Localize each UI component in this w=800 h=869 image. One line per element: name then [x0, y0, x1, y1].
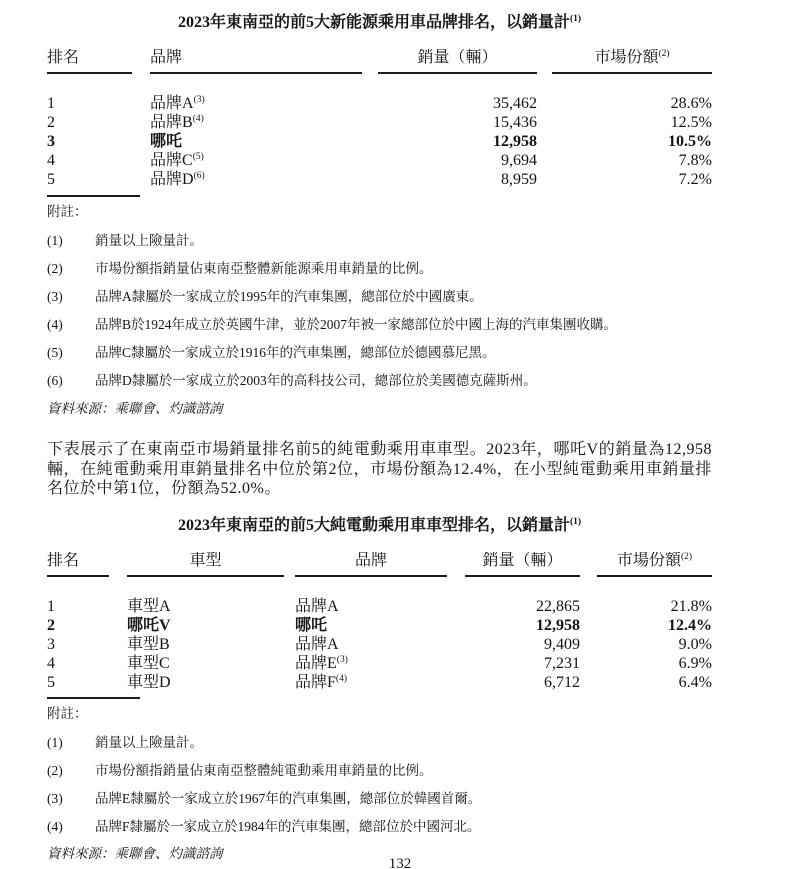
- table1-title-footnote-ref: (1): [569, 14, 582, 24]
- table2-header-brand: 品牌: [295, 552, 447, 576]
- brand-cell: 品牌$F^{(4)}$: [295, 673, 347, 691]
- table-row: [47, 170, 712, 189]
- table1-header-brand: 品牌: [150, 49, 362, 73]
- sales-cell: 12,958: [493, 133, 537, 150]
- share-cell: 12.5%: [670, 114, 712, 131]
- rank-cell: 1: [47, 597, 55, 615]
- table2-title-footnote-ref: (1): [569, 516, 582, 527]
- table1-header-share: [552, 49, 712, 73]
- body-paragraph: 下表展示了在東南亞市場銷量排名前5的純電動乘用車車型。2023年，哪吒V的銷量為12,958輛，在純電動乘用車銷量排名中位於第2位，市場份額為12.4%，在小型純電動乘用車銷量排名位於中第1位，份額為52.0%。: [47, 441, 712, 497]
- rank-cell: 1: [47, 95, 55, 112]
- rank-cell: 5: [47, 171, 55, 188]
- footnote-divider: [47, 697, 140, 699]
- share-cell: 7.8%: [678, 152, 712, 169]
- model-cell: 哪吒V: [127, 616, 171, 634]
- footnote-text: 品牌F隸屬於一家成立於1984年的汽車集團，總部位於中國河北。: [95, 818, 481, 834]
- table2-header-sales: 銷量（輛）: [465, 552, 580, 576]
- table2-title-text: 2023年東南亞的前5大純電動乘用車車型排名，以銷量計: [177, 516, 570, 534]
- share-cell: 12.4%: [668, 616, 712, 634]
- table1-title-text: 2023年東南亞的前5大新能源乘用車品牌排名，以銷量計: [177, 14, 570, 31]
- bev-model-ranking-table: [47, 552, 712, 692]
- footnote-text: 銷量以上險量計。: [95, 233, 203, 248]
- rank-cell: 4: [47, 654, 55, 672]
- footnote-number: (3): [47, 289, 63, 304]
- sales-cell: 35,462: [493, 95, 537, 112]
- share-cell: 28.6%: [670, 95, 712, 112]
- footnote-text: 品牌E隸屬於一家成立於1967年的汽車集團，總部位於韓國首爾。: [95, 790, 482, 806]
- table2-title: [47, 516, 712, 536]
- share-cell: 10.5%: [668, 133, 712, 150]
- table1-title: [47, 13, 712, 33]
- footnote: [47, 317, 712, 332]
- footnote-divider: [47, 195, 140, 197]
- footnote: [47, 261, 712, 276]
- footnote-number: (3): [47, 790, 63, 806]
- footnote: [47, 345, 712, 360]
- footnote: [47, 791, 712, 806]
- brand-cell: 品牌A: [295, 597, 339, 615]
- sales-cell: 9,409: [544, 635, 580, 653]
- share-cell: 7.2%: [678, 171, 712, 188]
- table-row: [47, 654, 712, 673]
- brand-cell: 哪吒: [295, 616, 328, 634]
- table1-header-share-footnote-ref: (2): [658, 49, 670, 59]
- model-cell: 車型C: [127, 654, 170, 672]
- footnote-text: 品牌D隸屬於一家成立於2003年的高科技公司，總部位於美國德克薩斯州。: [95, 373, 537, 388]
- table2-header-row: [47, 552, 712, 576]
- footnote-number: (4): [47, 818, 63, 834]
- page-content: [47, 0, 712, 862]
- footnote-number: (6): [47, 373, 63, 388]
- footnote-text: 市場份額指銷量佔東南亞整體新能源乘用車銷量的比例。: [95, 261, 433, 276]
- brand-cell: 哪吒: [150, 133, 183, 150]
- share-cell: 6.9%: [678, 654, 712, 672]
- table1-header-row: [47, 49, 712, 73]
- sales-cell: 7,231: [544, 654, 580, 672]
- table-row-neta: [47, 132, 712, 151]
- notes-label: 附註：: [47, 204, 88, 219]
- brand-cell: 品牌$B^{(4)}$: [150, 114, 204, 131]
- sales-cell: 6,712: [544, 673, 580, 691]
- table-row: [47, 94, 712, 113]
- sales-cell: 9,694: [501, 152, 537, 169]
- rank-cell: 2: [47, 616, 55, 634]
- footnote-text: 市場份額指銷量佔東南亞整體純電動乘用車銷量的比例。: [95, 762, 433, 778]
- sales-cell: 12,958: [536, 616, 580, 634]
- table-row: [47, 151, 712, 170]
- table-row: [47, 635, 712, 654]
- model-cell: 車型A: [127, 597, 171, 615]
- source-line: 資料來源：乘聯會、灼識諮詢: [47, 401, 223, 416]
- source-line: 資料來源：乘聯會、灼識諮詢: [47, 845, 223, 861]
- footnote-number: (1): [47, 233, 63, 248]
- page-number: 132: [388, 856, 412, 869]
- footnote: [47, 819, 712, 834]
- nev-brand-ranking-table: [47, 49, 712, 189]
- footnote-number: (4): [47, 317, 63, 332]
- brand-cell: 品牌$A^{(3)}$: [150, 95, 205, 112]
- table1-header-sales: 銷量（輛）: [378, 49, 537, 73]
- footnote-number: (1): [47, 734, 63, 750]
- sales-cell: 22,865: [536, 597, 580, 615]
- table2-header-share-text: 市場份額: [616, 551, 681, 569]
- footnote-number: (5): [47, 345, 63, 360]
- table2-header-model: 車型: [127, 552, 284, 576]
- table1-header-share-text: 市場份額: [594, 49, 659, 66]
- table1-header-rank: 排名: [47, 49, 132, 73]
- footnote-number: (2): [47, 261, 63, 276]
- footnote-number: (2): [47, 762, 63, 778]
- share-cell: 21.8%: [670, 597, 712, 615]
- table-row: [47, 597, 712, 616]
- rank-cell: 5: [47, 673, 55, 691]
- brand-cell: 品牌$E^{(3)}$: [295, 654, 348, 672]
- rank-cell: 3: [47, 635, 55, 653]
- sales-cell: 8,959: [501, 171, 537, 188]
- rank-cell: 3: [47, 133, 55, 150]
- table2-header-share: [597, 552, 712, 576]
- model-cell: 車型D: [127, 673, 171, 691]
- share-cell: 9.0%: [678, 635, 712, 653]
- footnote: [47, 735, 712, 750]
- rank-cell: 4: [47, 152, 55, 169]
- share-cell: 6.4%: [678, 673, 712, 691]
- brand-cell: 品牌A: [295, 635, 339, 653]
- sales-cell: 15,436: [493, 114, 537, 131]
- footnote-text: 銷量以上險量計。: [95, 734, 203, 750]
- footnote-text: 品牌C隸屬於一家成立於1916年的汽車集團，總部位於德國慕尼黑。: [95, 345, 496, 360]
- table-row: [47, 673, 712, 692]
- footnote: [47, 763, 712, 778]
- brand-cell: 品牌$D^{(6)}$: [150, 171, 205, 188]
- brand-cell: 品牌$C^{(5)}$: [150, 152, 204, 169]
- table-row-neta-v: [47, 616, 712, 635]
- model-cell: 車型B: [127, 635, 170, 653]
- table2-header-share-footnote-ref: (2): [680, 551, 693, 562]
- rank-cell: 2: [47, 114, 55, 131]
- footnote: [47, 233, 712, 248]
- notes-label: 附註：: [47, 705, 88, 721]
- footnote: [47, 289, 712, 304]
- footnote-text: 品牌B於1924年成立於英國牛津，並於2007年被一家總部位於中國上海的汽車集團收購。: [95, 317, 618, 332]
- table2-header-rank: 排名: [47, 552, 109, 576]
- footnote-text: 品牌A隸屬於一家成立於1995年的汽車集團，總部位於中國廣東。: [95, 289, 483, 304]
- footnote: [47, 373, 712, 388]
- table-row: [47, 113, 712, 132]
